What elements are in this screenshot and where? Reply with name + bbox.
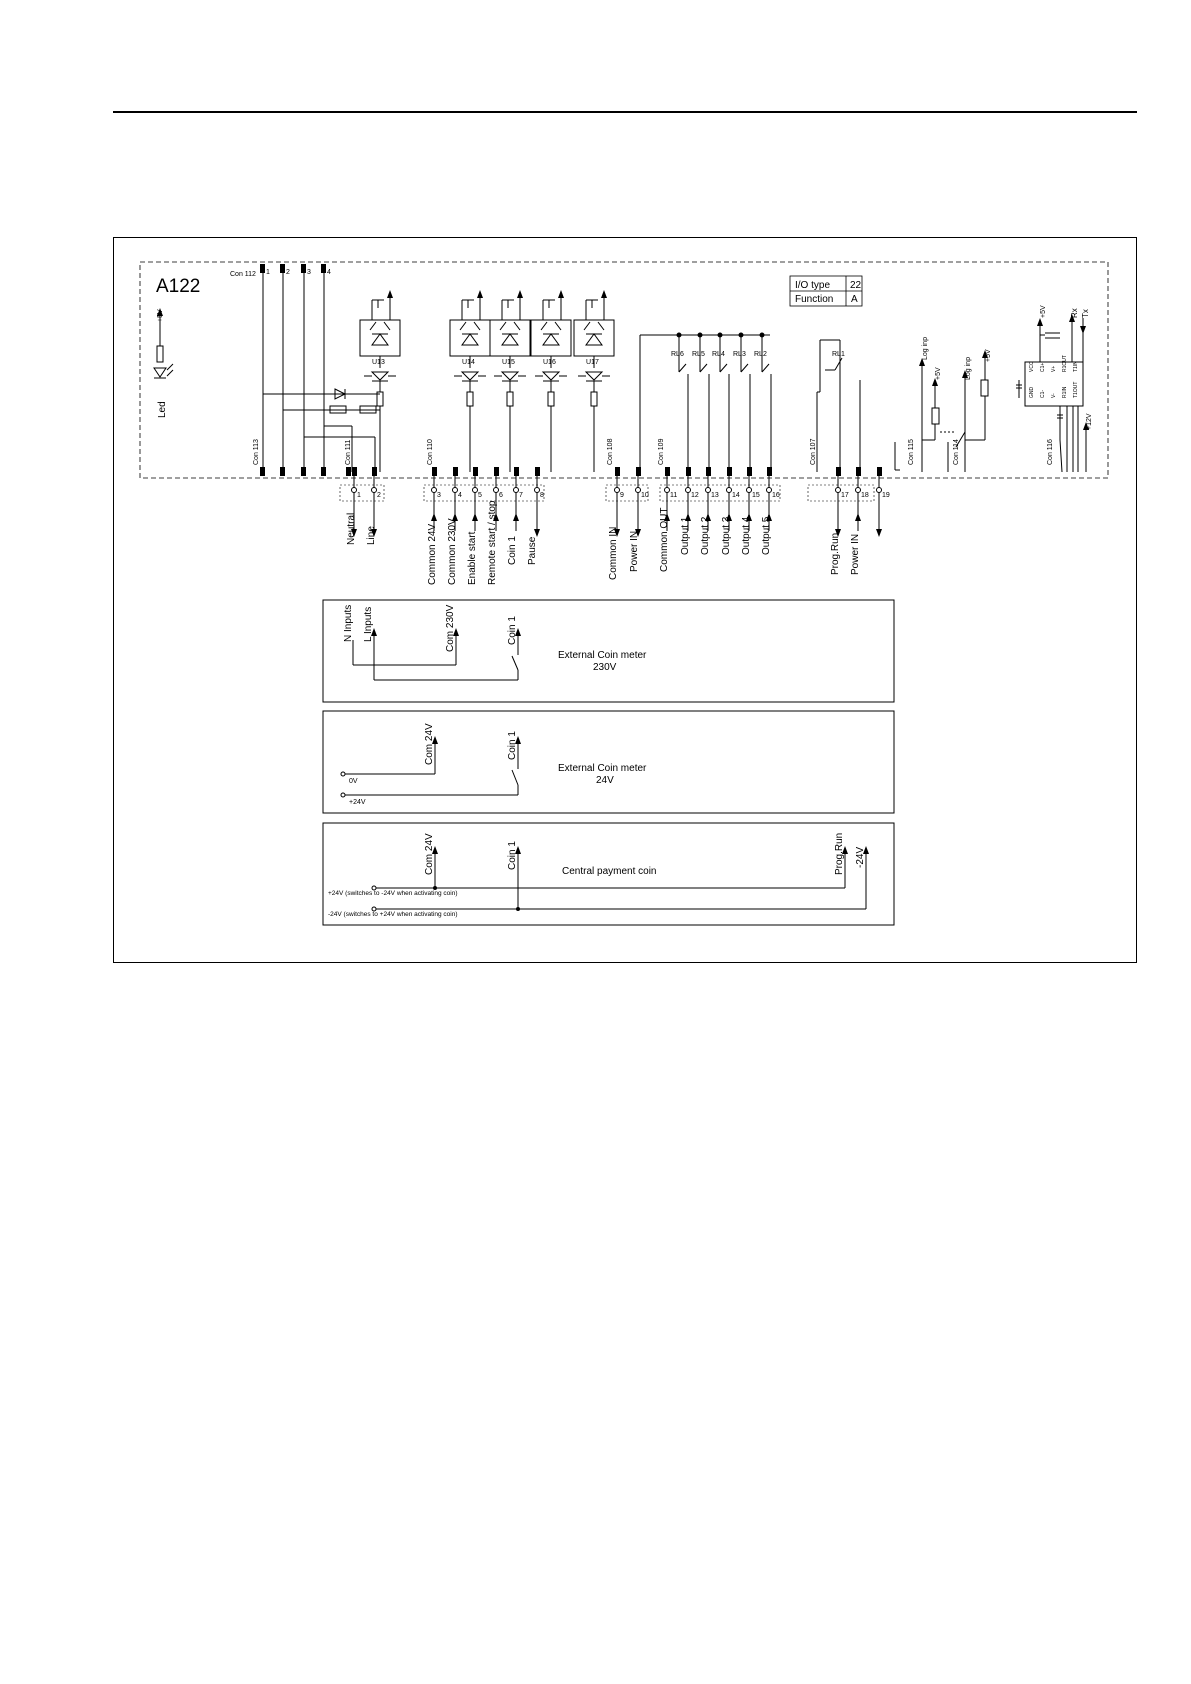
opto-label-3: U16 xyxy=(543,359,556,366)
con108-label: Con 108 xyxy=(607,438,614,465)
terminal-number-14: 14 xyxy=(732,492,740,499)
example-24v-title-1: External Coin meter xyxy=(558,763,647,774)
plus5v-c-label: +5V xyxy=(985,349,992,362)
relay-rl6 xyxy=(671,333,688,472)
output4-label: Output 4 xyxy=(741,516,752,555)
output1-label: Output 1 xyxy=(680,516,691,555)
prog-run-label: Prog.Run xyxy=(830,532,841,575)
rx-label: Rx xyxy=(1070,308,1079,318)
terminal-number-6: 6 xyxy=(499,492,503,499)
example-230v-l-inputs: L Inputs xyxy=(363,606,374,642)
ic-pin-1: C1+ xyxy=(1040,362,1046,372)
relay-rl3 xyxy=(733,333,750,472)
bus-components xyxy=(263,389,380,413)
terminal-number-18: 18 xyxy=(861,492,869,499)
con115-label: Con 115 xyxy=(908,439,915,465)
example-central-coin1: Coin 1 xyxy=(507,841,518,870)
example-24v-box xyxy=(323,711,894,813)
common24-label: Common 24V xyxy=(427,523,438,585)
example-230v-title-1: External Coin meter xyxy=(558,650,647,661)
optocoupler-u16 xyxy=(531,294,571,472)
ic-pin-8: R1IN xyxy=(1062,386,1068,398)
terminal-number-5: 5 xyxy=(478,492,482,499)
terminal-number-12: 12 xyxy=(691,492,699,499)
terminal-wire-9 xyxy=(615,467,621,533)
led-supply-label: +5V xyxy=(157,309,164,322)
function-value: A xyxy=(851,294,858,305)
line-label: Line xyxy=(366,526,377,545)
con112-label: Con 112 xyxy=(230,271,256,278)
io-type-value: 22 xyxy=(850,280,862,291)
terminal-number-16: 16 xyxy=(772,492,780,499)
example-24v-plus24v: +24V xyxy=(349,799,366,806)
con114-label: Con 114 xyxy=(953,439,960,465)
con116-label: Con 116 xyxy=(1047,439,1054,465)
con112-pin-4: 4 xyxy=(327,269,331,276)
opto-label-0: U13 xyxy=(372,359,385,366)
con110-label: Con 110 xyxy=(427,439,434,465)
example-central-plus24-note: +24V (switches to -24V when activating coin) xyxy=(328,890,458,897)
board-name: A122 xyxy=(156,276,201,297)
terminal-wire-3 xyxy=(432,467,438,531)
connector-labels xyxy=(427,438,817,465)
relay-label-5: RL1 xyxy=(832,351,845,358)
plus5v-b-label: +5V xyxy=(935,367,942,380)
relay-rl4 xyxy=(712,333,729,472)
terminal-number-1: 1 xyxy=(357,492,361,499)
enable-start-label: Enable start xyxy=(467,531,478,585)
terminal-wire-7 xyxy=(514,467,520,531)
con112-pins xyxy=(260,264,377,476)
ic-pin-4: T1IN xyxy=(1073,361,1079,372)
example-24v-coin1: Coin 1 xyxy=(507,731,518,760)
opto-label-2: U15 xyxy=(502,359,515,366)
ic-pin-3: R1OUT xyxy=(1062,355,1068,372)
terminal-numbers xyxy=(357,492,890,499)
example-central-com24: Com 24V xyxy=(424,833,435,875)
terminal-number-19: 19 xyxy=(882,492,890,499)
log-inp-2-label: Log inp xyxy=(965,357,972,380)
relay-label-2: RL4 xyxy=(712,351,725,358)
terminal-strip xyxy=(340,485,874,501)
terminal-number-3: 3 xyxy=(437,492,441,499)
terminal-number-7: 7 xyxy=(519,492,523,499)
terminal-number-9: 9 xyxy=(620,492,624,499)
relay-rl5 xyxy=(692,333,709,472)
relay-label-4: RL2 xyxy=(754,351,767,358)
ic-pin-6: C1- xyxy=(1040,389,1046,398)
terminal-number-13: 13 xyxy=(711,492,719,499)
terminal-wire-10 xyxy=(636,467,642,533)
power-in2-label: Power IN xyxy=(850,533,861,575)
con113-label: Con 113 xyxy=(253,439,260,465)
example-central-minus24: -24V xyxy=(855,846,866,868)
io-type-label: I/O type xyxy=(795,280,831,291)
relay-label-0: RL6 xyxy=(671,351,684,358)
con112-pin-3: 3 xyxy=(307,269,311,276)
ic-pin-2: V+ xyxy=(1051,365,1057,372)
example-230v-coin1: Coin 1 xyxy=(507,616,518,645)
output2-label: Output 2 xyxy=(700,516,711,555)
terminal-number-11: 11 xyxy=(670,492,678,499)
opto-label-4: U17 xyxy=(586,359,599,366)
con112-bus xyxy=(263,268,380,472)
example-24v-0v: 0V xyxy=(349,778,358,785)
terminal-wire-19 xyxy=(877,467,883,533)
board-outline xyxy=(140,262,1108,478)
neutral-label: Neutral xyxy=(346,512,357,545)
con107-label: Con 107 xyxy=(810,438,817,465)
output5-label: Output 5 xyxy=(761,516,772,555)
tx-label: Tx xyxy=(1081,309,1090,318)
example-230v-com230: Com 230V xyxy=(445,604,456,652)
relay-group xyxy=(671,333,845,472)
optocoupler-u13 xyxy=(360,294,400,472)
power-in-label: Power IN xyxy=(629,530,640,572)
example-24v-title-2: 24V xyxy=(596,775,614,786)
remote-start-label: Remote start / stop xyxy=(487,500,498,585)
example-230v-title-2: 230V xyxy=(593,662,617,673)
relay-rl1 xyxy=(825,351,845,370)
relay-label-1: RL5 xyxy=(692,351,705,358)
common-in-label: Common IN xyxy=(608,526,619,580)
coin1-label: Coin 1 xyxy=(507,536,518,565)
terminal-number-8: 8 xyxy=(540,492,544,499)
terminal-wires xyxy=(352,467,883,533)
terminal-wire-8 xyxy=(535,467,541,533)
con112-pin-1: 1 xyxy=(266,269,270,276)
output3-label: Output 3 xyxy=(721,516,732,555)
terminal-wire-18 xyxy=(856,467,862,531)
terminal-number-17: 17 xyxy=(841,492,849,499)
rs232-supply-label: +5V xyxy=(1040,305,1047,318)
optocoupler-u14 xyxy=(450,294,490,472)
con111-label: Con 111 xyxy=(345,439,352,465)
ic-pin-9: T1OUT xyxy=(1073,381,1079,398)
relay-label-3: RL3 xyxy=(733,351,746,358)
ic-pin-0: VCC xyxy=(1029,361,1035,372)
relay-rl2 xyxy=(754,333,771,472)
common230-label: Common 230V xyxy=(447,518,458,585)
con109-label: Con 109 xyxy=(658,438,665,465)
plus12v-label: +12V xyxy=(1086,413,1093,430)
optocoupler-group xyxy=(360,294,614,472)
terminal-number-15: 15 xyxy=(752,492,760,499)
example-central-progrun: Prog.Run xyxy=(834,832,845,875)
common-out-label: Common OUT xyxy=(659,507,670,572)
io-type-table xyxy=(790,276,862,306)
example-central-minus24-note: -24V (switches to +24V when activating coin) xyxy=(328,911,458,918)
led-label: Led xyxy=(157,401,168,418)
terminal-number-10: 10 xyxy=(641,492,649,499)
opto-label-1: U14 xyxy=(462,359,475,366)
terminal-wire-2 xyxy=(372,467,378,533)
function-label: Function xyxy=(795,294,834,305)
led-symbol xyxy=(154,318,173,378)
example-central-title: Central payment coin xyxy=(562,866,657,877)
terminal-number-2: 2 xyxy=(377,492,381,499)
terminal-number-4: 4 xyxy=(458,492,462,499)
con112-pin-2: 2 xyxy=(286,269,290,276)
terminal-wire-5 xyxy=(473,467,479,531)
log-inp-1-label: Log inp xyxy=(922,337,929,360)
example-24v-com24: Com 24V xyxy=(424,723,435,765)
example-230v-n-inputs: N Inputs xyxy=(343,604,354,642)
ic-pin-7: V- xyxy=(1051,393,1057,398)
ic-pin-5: GND xyxy=(1029,386,1035,398)
example-230v-wiring xyxy=(353,636,518,680)
pause-label: Pause xyxy=(527,536,538,565)
optocoupler-u15 xyxy=(490,294,530,472)
terminal-wire-17 xyxy=(836,467,842,533)
